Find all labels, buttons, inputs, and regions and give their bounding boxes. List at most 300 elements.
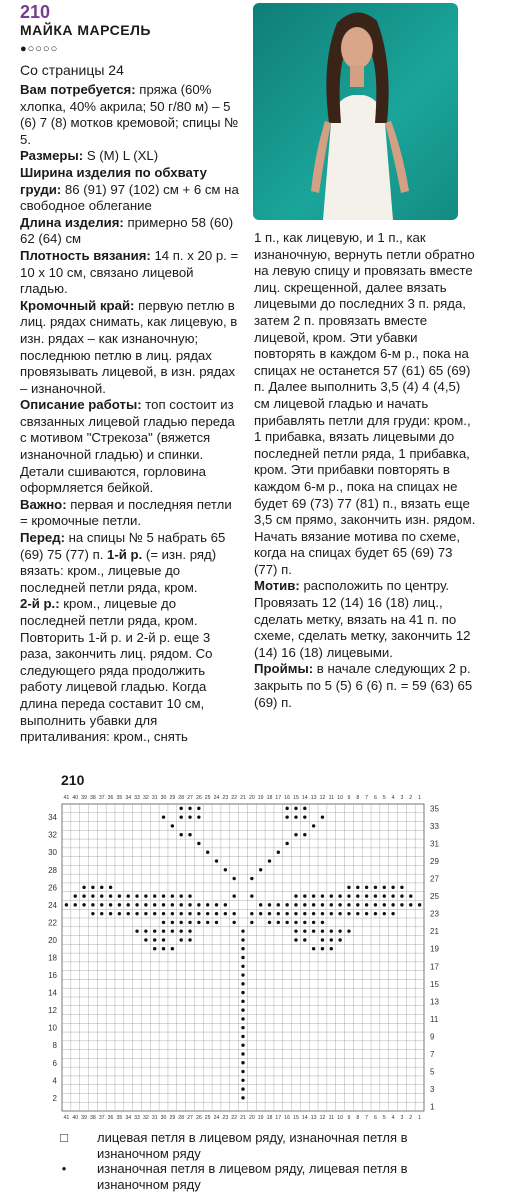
purl-dot [241,1035,244,1038]
legend-text: лицевая петля в лицевом ряду, изнаночная петля в изнаночном ряду [97,1130,408,1161]
column-number-label: 22 [231,1115,238,1121]
paragraph-text: 86 (91) 97 (102) см + 6 см на свободное облегание [20,181,239,214]
purl-dot [118,903,121,906]
purl-dot [303,929,306,932]
purl-dot [162,912,165,915]
pattern-title: МАЙКА МАРСЕЛЬ [20,22,151,38]
column-number-label: 3 [400,1115,404,1121]
purl-dot [91,903,94,906]
row-number-label: 18 [48,953,57,963]
purl-dot [241,1000,244,1003]
paragraph-text: пряжа (60% хлопка, 40% акрила; 50 г/80 м) – 5 (6) 7 (8) мотков кремовой; спицы № 5. [20,82,239,147]
paragraph-label: Важно: [20,496,67,512]
purl-dot [241,1079,244,1082]
purl-dot [162,894,165,897]
purl-dot [391,886,394,889]
purl-dot [91,912,94,915]
column-number-label: 1 [418,1115,422,1121]
paragraph-label: Описание работы: [20,397,142,413]
difficulty-indicator: ●○○○○ [20,43,59,55]
row-number-label: 15 [430,979,439,989]
paragraph-text: 1 п., как лицевую, и 1 п., как изнаночную, вернуть петли обратно на левую спицу и провязать вместе лиц. скрещенной, далее вязать лицевыми до последних 3 п. ряда, затем 2 п. провязать вместе лицевой, кром. Эти убавки повторять в каждом 6-м р., пока на спицах не останется 57 (61) 65 (69) п. Далее выполнить 3,5 (4) 4 (4,5) см лицевой гладью и начать прибавлять петли для груди: кром., 1 прибавка, вязать лицевыми до последней петли ряда, 1 прибавка, кром. Эти прибавки повторять в каждом 6-м р., пока на спицах не будет 69 (73) 77 (81) п., вязать еще 3,5 см прямо, закончить изн. рядом. [254,230,476,528]
column-number-label: 25 [204,795,211,801]
purl-dot [153,938,156,941]
purl-dot [321,938,324,941]
purl-dot [241,1026,244,1029]
purl-dot [338,929,341,932]
purl-dot [100,886,103,889]
row-number-label: 1 [430,1102,435,1112]
purl-dot [268,921,271,924]
purl-dot [347,903,350,906]
purl-dot [197,807,200,810]
purl-dot [162,815,165,818]
purl-dot [347,912,350,915]
purl-dot [206,851,209,854]
purl-dot [259,912,262,915]
purl-dot [144,912,147,915]
purl-dot [303,815,306,818]
purl-dot [171,929,174,932]
purl-dot [206,903,209,906]
column-number-label: 30 [160,1115,167,1121]
purl-dot [409,903,412,906]
pattern-number: 210 [20,2,51,22]
purl-dot [241,1008,244,1011]
column-number-label: 17 [275,795,282,801]
purl-dot [294,894,297,897]
purl-dot [162,929,165,932]
column-number-label: 14 [301,1115,308,1121]
purl-dot [153,894,156,897]
purl-dot [188,921,191,924]
purl-dot [197,842,200,845]
purl-dot [330,938,333,941]
column-number-label: 23 [222,1115,229,1121]
purl-dot [179,894,182,897]
purl-dot [321,894,324,897]
column-number-label: 20 [248,795,255,801]
purl-dot [224,903,227,906]
dot-icon: • [61,1161,67,1176]
purl-dot [135,929,138,932]
column-number-label: 24 [213,1115,220,1121]
row-number-label: 9 [430,1032,435,1042]
column-number-label: 24 [213,795,220,801]
column-number-label: 8 [356,795,360,801]
purl-dot [171,894,174,897]
column-number-label: 30 [160,795,167,801]
column-number-label: 1 [418,795,422,801]
paragraph-text: первая и последняя петли = кромочные петли. [20,496,232,529]
purl-dot [241,1044,244,1047]
purl-dot [409,894,412,897]
column-number-label: 37 [98,795,105,801]
purl-dot [321,921,324,924]
column-number-label: 35 [116,795,123,801]
purl-dot [312,947,315,950]
purl-dot [285,903,288,906]
purl-dot [303,903,306,906]
paragraph-label: Длина изделия: [20,214,124,230]
purl-dot [347,929,350,932]
column-number-label: 21 [240,795,246,801]
column-number-label: 15 [293,1115,299,1121]
row-number-label: 13 [430,997,439,1007]
column-number-label: 34 [125,795,132,801]
column-number-label: 40 [72,795,79,801]
row-number-label: 33 [430,821,439,831]
purl-dot [144,929,147,932]
column-number-label: 2 [409,1115,413,1121]
column-number-label: 27 [187,1115,193,1121]
purl-dot [400,903,403,906]
column-number-label: 37 [98,1115,105,1121]
purl-dot [188,912,191,915]
column-number-label: 23 [222,795,229,801]
purl-dot [100,912,103,915]
purl-dot [356,886,359,889]
column-number-label: 39 [81,795,87,801]
column-number-label: 13 [310,1115,317,1121]
purl-dot [232,912,235,915]
purl-dot [188,894,191,897]
column-number-label: 2 [409,795,413,801]
purl-dot [153,912,156,915]
purl-dot [294,938,297,941]
purl-dot [74,894,77,897]
row-number-label: 3 [430,1085,435,1095]
purl-dot [153,929,156,932]
row-number-label: 20 [48,935,57,945]
row-number-label: 4 [52,1076,57,1086]
column-number-label: 18 [266,1115,273,1121]
empty-square-icon: □ [60,1130,68,1145]
purl-dot [338,903,341,906]
purl-dot [330,912,333,915]
purl-dot [285,807,288,810]
column-number-label: 17 [275,1115,282,1121]
purl-dot [259,903,262,906]
purl-dot [418,903,421,906]
purl-dot [188,807,191,810]
purl-dot [241,1096,244,1099]
purl-dot [127,894,130,897]
row-number-label: 34 [48,813,57,823]
purl-dot [82,894,85,897]
row-number-label: 19 [430,944,439,954]
purl-dot [294,833,297,836]
purl-dot [162,947,165,950]
row-number-label: 7 [430,1049,435,1059]
purl-dot [82,903,85,906]
purl-dot [118,912,121,915]
purl-dot [330,929,333,932]
purl-dot [285,842,288,845]
column-number-label: 8 [356,1115,360,1121]
purl-dot [153,947,156,950]
purl-dot [232,894,235,897]
purl-dot [144,903,147,906]
purl-dot [259,868,262,871]
column-number-label: 3 [400,795,404,801]
purl-dot [215,921,218,924]
purl-dot [277,912,280,915]
purl-dot [206,921,209,924]
purl-dot [171,903,174,906]
column-number-label: 29 [169,795,176,801]
purl-dot [356,894,359,897]
paragraph-text: расположить по центру. Провязать 12 (14) 16 (18) лиц., сделать метку, вязать на 41 п. по схеме, сделать метку, закончить 12 (14) 16 (18) лицевыми. [254,578,471,660]
purl-dot [127,903,130,906]
column-number-label: 4 [391,795,395,801]
paragraph-text: на спицы № 5 набрать 65 (69) 75 (77) п. [20,530,226,562]
purl-dot [127,912,130,915]
purl-dot [400,894,403,897]
paragraph-label: Размеры: [20,148,84,164]
purl-dot [241,929,244,932]
paragraph-text: примерно 58 (60) 62 (64) см [20,214,234,247]
purl-dot [294,929,297,932]
column-number-label: 26 [195,1115,202,1121]
paragraph-text: (= изн. ряд) вязать: кром., лицевые до последней петли ряда, кром. [20,546,217,595]
row-number-label: 2 [52,1093,57,1103]
purl-dot [91,886,94,889]
purl-dot [82,886,85,889]
paragraph-label: Мотив: [254,578,300,594]
purl-dot [374,912,377,915]
column-number-label: 28 [178,795,185,801]
purl-dot [365,894,368,897]
purl-dot [206,912,209,915]
purl-dot [241,938,244,941]
purl-dot [162,921,165,924]
row-number-label: 6 [52,1058,57,1068]
purl-dot [188,938,191,941]
purl-dot [91,894,94,897]
purl-dot [241,956,244,959]
purl-dot [197,921,200,924]
purl-dot [365,903,368,906]
purl-dot [188,815,191,818]
purl-dot [232,877,235,880]
row-number-label: 23 [430,909,439,919]
row-number-label: 12 [48,1006,57,1016]
purl-dot [303,894,306,897]
purl-dot [144,938,147,941]
row-number-label: 5 [430,1067,435,1077]
column-number-label: 28 [178,1115,185,1121]
paragraph-text: кром., лицевые до последней петли ряда, кром. Повторить 1-й р. и 2-й р. еще 3 раза, закончить лиц. рядом. Со следующего ряда продолжить работу лицевой гладью. Когда длина переда составит 10 см, выполнить убавки для приталивания: кром., снять [20,596,213,745]
purl-dot [374,894,377,897]
row-number-label: 30 [48,848,57,858]
column-number-label: 16 [284,1115,291,1121]
purl-dot [321,929,324,932]
purl-dot [179,921,182,924]
purl-dot [303,921,306,924]
purl-dot [188,929,191,932]
purl-dot [338,938,341,941]
purl-dot [241,973,244,976]
purl-dot [215,912,218,915]
purl-dot [347,894,350,897]
column-number-label: 18 [266,795,273,801]
legend-text: изнаночная петля в лицевом ряду, лицевая петля в изнаночном ряду [97,1161,408,1192]
purl-dot [338,912,341,915]
purl-dot [241,982,244,985]
column-number-label: 38 [90,1115,96,1121]
paragraph-text: S (M) L (XL) [83,148,159,164]
purl-dot [374,886,377,889]
purl-dot [365,886,368,889]
purl-dot [188,833,191,836]
purl-dot [303,912,306,915]
column-number-label: 13 [310,795,317,801]
row-number-label: 25 [430,892,439,902]
purl-dot [179,929,182,932]
column-number-label: 41 [63,1115,70,1121]
purl-dot [162,903,165,906]
column-number-label: 26 [195,795,202,801]
column-number-label: 21 [240,1115,246,1121]
purl-dot [391,912,394,915]
column-number-label: 34 [125,1115,132,1121]
purl-dot [391,894,394,897]
purl-dot [135,894,138,897]
column-number-label: 36 [107,1115,114,1121]
purl-dot [330,947,333,950]
purl-dot [135,903,138,906]
column-number-label: 33 [134,1115,140,1121]
paragraph-text: топ состоит из связанных лицевой гладью переда с мотивом "Стрекоза" (вяжется изнаночной гладью) и спинки. Детали сшиваются, горловина оформляется бейкой. [20,397,235,496]
paragraph-label: Плотность вязания: [20,247,151,263]
paragraph-text: первую петлю в лиц. рядах снимать, как лицевую, в изн. рядах – как изнаночную; последнюю петлю в лиц. рядах провязывать лицевой, в изн. рядах – изнаночной. [20,297,238,396]
purl-dot [241,1061,244,1064]
row-number-label: 8 [52,1041,57,1051]
column-number-label: 4 [391,1115,395,1121]
column-number-label: 16 [284,795,291,801]
purl-dot [179,912,182,915]
purl-dot [179,807,182,810]
column-number-label: 27 [187,795,193,801]
column-number-label: 36 [107,795,114,801]
purl-dot [197,912,200,915]
purl-dot [268,912,271,915]
purl-dot [383,894,386,897]
row-number-label: 14 [48,988,57,998]
purl-dot [197,815,200,818]
purl-dot [285,921,288,924]
column-number-label: 14 [301,795,308,801]
purl-dot [109,903,112,906]
purl-dot [241,1052,244,1055]
column-number-label: 6 [373,1115,377,1121]
column-number-label: 11 [328,795,334,801]
paragraph-label: Проймы: [254,661,314,677]
row-number-label: 31 [430,839,439,849]
purl-dot [347,886,350,889]
purl-dot [109,912,112,915]
row-number-label: 28 [48,865,57,875]
purl-dot [294,815,297,818]
row-number-label: 16 [48,971,57,981]
paragraph-label: Кромочный край: [20,297,135,313]
chart-title: 210 [61,772,85,788]
purl-dot [171,921,174,924]
purl-dot [224,912,227,915]
column-number-label: 20 [248,1115,255,1121]
purl-dot [74,903,77,906]
purl-dot [250,921,253,924]
purl-dot [303,833,306,836]
row-number-label: 11 [430,1014,439,1024]
purl-dot [321,947,324,950]
row-number-label: 32 [48,830,57,840]
column-number-label: 10 [337,795,344,801]
purl-dot [171,912,174,915]
purl-dot [162,938,165,941]
purl-dot [65,903,68,906]
purl-dot [338,894,341,897]
purl-dot [171,824,174,827]
purl-dot [224,868,227,871]
purl-dot [109,894,112,897]
purl-dot [109,886,112,889]
purl-dot [241,947,244,950]
row-number-label: 26 [48,883,57,893]
column-number-label: 11 [328,1115,334,1121]
purl-dot [303,807,306,810]
purl-dot [241,1070,244,1073]
purl-dot [144,894,147,897]
paragraph-label: 2-й р.: [20,596,60,612]
purl-dot [383,903,386,906]
purl-dot [391,903,394,906]
column-number-label: 12 [319,1115,326,1121]
column-number-label: 10 [337,1115,344,1121]
column-number-label: 31 [151,795,158,801]
row-number-label: 21 [430,927,439,937]
purl-dot [100,903,103,906]
purl-dot [268,859,271,862]
column-number-label: 38 [90,795,96,801]
purl-dot [197,903,200,906]
column-number-label: 9 [347,795,351,801]
row-number-label: 17 [430,962,439,972]
column-number-label: 19 [257,1115,264,1121]
purl-dot [383,886,386,889]
column-number-label: 6 [373,795,377,801]
purl-dot [232,921,235,924]
purl-dot [250,877,253,880]
column-number-label: 7 [365,795,369,801]
purl-dot [241,1087,244,1090]
purl-dot [294,912,297,915]
column-number-label: 19 [257,795,264,801]
column-number-label: 12 [319,795,326,801]
column-number-label: 31 [151,1115,158,1121]
purl-dot [312,824,315,827]
purl-dot [250,894,253,897]
column-number-label: 33 [134,795,140,801]
column-number-label: 32 [142,1115,149,1121]
column-number-label: 22 [231,795,238,801]
purl-dot [241,965,244,968]
purl-dot [179,903,182,906]
purl-dot [250,912,253,915]
purl-dot [215,903,218,906]
row-number-label: 29 [430,857,439,867]
